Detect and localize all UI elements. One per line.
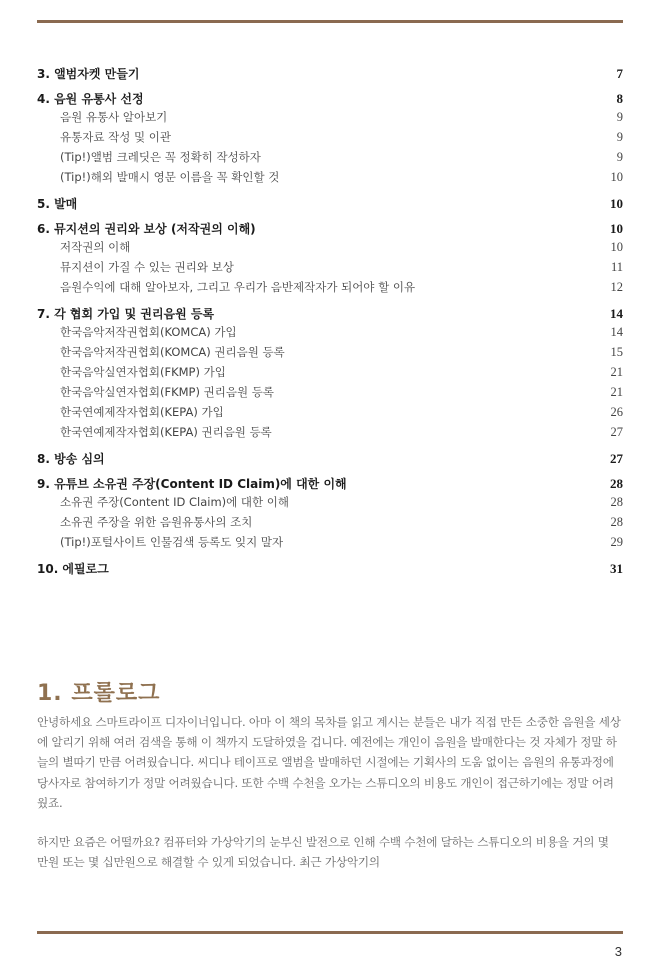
toc-chapter[interactable] xyxy=(37,91,623,107)
toc-label: 한국음악실연자협회(FKMP) 권리음원 등록 xyxy=(60,385,274,399)
toc-page: 21 xyxy=(610,385,623,399)
toc-subentry[interactable] xyxy=(37,322,623,342)
toc-page: 15 xyxy=(610,345,623,359)
toc-label: 8. 방송 심의 xyxy=(37,452,105,466)
toc-label: 4. 음원 유통사 선정 xyxy=(37,92,144,106)
toc-page: 27 xyxy=(610,425,623,439)
toc-label: 소유권 주장을 위한 음원유통사의 조치 xyxy=(60,515,253,529)
toc-page: 14 xyxy=(610,325,623,339)
body-paragraph: 하지만 요즘은 어떨까요? 컴퓨터와 가상악기의 눈부신 발전으로 인해 수백 수천에 달하는 스튜디오의 비용을 거의 몇 만원 또는 몇 십만원으로 해결할 수 있게 되었습니다. 최근 가상악기의 xyxy=(37,835,609,870)
toc-page: 29 xyxy=(610,535,623,549)
toc-page: 10 xyxy=(610,240,623,254)
toc-page: 14 xyxy=(610,306,623,321)
toc-page: 10 xyxy=(610,221,623,236)
toc-subentry[interactable] xyxy=(37,257,623,277)
toc-subentry[interactable] xyxy=(37,532,623,552)
toc-label: 음원수익에 대해 알아보자, 그리고 우리가 음반제작자가 되어야 할 이유 xyxy=(60,280,416,294)
toc-label: 6. 뮤지션의 권리와 보상 (저작권의 이해) xyxy=(37,222,256,236)
section-heading: 1. 프롤로그 xyxy=(37,681,161,706)
toc-page: 9 xyxy=(616,110,623,124)
toc-label: (Tip!)포털사이트 인물검색 등록도 잊지 말자 xyxy=(60,535,284,549)
toc-page: 12 xyxy=(610,280,623,294)
toc-page: 9 xyxy=(616,150,623,164)
toc-label: 한국연예제작자협회(KEPA) 권리음원 등록 xyxy=(60,425,272,439)
toc-subentry[interactable] xyxy=(37,147,623,167)
toc-chapter[interactable] xyxy=(37,196,623,212)
toc-label: 유통자료 작성 및 이관 xyxy=(60,130,171,144)
toc-subentry[interactable] xyxy=(37,382,623,402)
toc-page: 7 xyxy=(616,66,623,81)
toc-chapter[interactable] xyxy=(37,221,623,237)
toc-label: (Tip!)앨범 크레딧은 꼭 정확히 작성하자 xyxy=(60,150,261,164)
toc-subentry[interactable] xyxy=(37,237,623,257)
toc-label: 저작권의 이해 xyxy=(60,240,131,254)
toc-label: (Tip!)해외 발매시 영문 이름을 꼭 확인할 것 xyxy=(60,170,280,184)
toc-page: 31 xyxy=(610,561,623,576)
body-paragraph: 안녕하세요 스마트라이프 디자이너입니다. 아마 이 책의 목차를 읽고 계시는 분들은 내가 직접 만든 소중한 음원을 세상에 알리기 위해 여러 검색을 통해 이 책까지 도달하였을 겁니다. 예전에는 개인이 음원을 발매한다는 것 자체가 정말 하늘의 별따기 만큼 어려웠습니다. 씨디나 테이프로 앨범을 발매하던 시절에는 기획사의 도움 없이는 음원의 유통과정에 당사자로 참여하기가 정말 어려웠습니다. 또한 수백 수천을 오가는 스튜디오의 비용도 개인이 접근하기에는 정말 어려웠죠. xyxy=(37,715,621,810)
toc-page: 28 xyxy=(610,476,623,491)
toc-subentry[interactable] xyxy=(37,422,623,442)
toc-subentry[interactable] xyxy=(37,512,623,532)
toc-chapter[interactable] xyxy=(37,306,623,322)
header-rule xyxy=(37,20,623,23)
toc-subentry[interactable] xyxy=(37,107,623,127)
toc-label: 7. 각 협회 가입 및 권리음원 등록 xyxy=(37,307,215,321)
toc-label: 한국음악저작권협회(KOMCA) 가입 xyxy=(60,325,237,339)
toc-chapter[interactable] xyxy=(37,561,623,577)
toc-subentry[interactable] xyxy=(37,402,623,422)
toc-subentry[interactable] xyxy=(37,342,623,362)
toc-label: 한국연예제작자협회(KEPA) 가입 xyxy=(60,405,224,419)
toc-subentry[interactable] xyxy=(37,167,623,187)
toc-page: 21 xyxy=(610,365,623,379)
toc-label: 3. 앨범자켓 만들기 xyxy=(37,67,140,81)
toc-page: 9 xyxy=(616,130,623,144)
toc-subentry[interactable] xyxy=(37,362,623,382)
toc-label: 5. 발매 xyxy=(37,197,78,211)
toc-page: 27 xyxy=(610,451,623,466)
toc-page: 10 xyxy=(610,196,623,211)
toc-page: 28 xyxy=(610,515,623,529)
toc-subentry[interactable] xyxy=(37,277,623,297)
table-of-contents xyxy=(37,66,623,577)
toc-page: 8 xyxy=(616,91,623,106)
toc-label: 뮤지션이 가질 수 있는 권리와 보상 xyxy=(60,260,234,274)
toc-chapter[interactable] xyxy=(37,476,623,492)
toc-page: 28 xyxy=(610,495,623,509)
toc-chapter[interactable] xyxy=(37,451,623,467)
toc-subentry[interactable] xyxy=(37,127,623,147)
footer-rule xyxy=(37,931,623,934)
toc-page: 11 xyxy=(610,260,623,274)
toc-page: 26 xyxy=(610,405,623,419)
toc-label: 소유권 주장(Content ID Claim)에 대한 이해 xyxy=(60,495,289,509)
toc-label: 한국음악실연자협회(FKMP) 가입 xyxy=(60,365,226,379)
toc-label: 9. 유튜브 소유권 주장(Content ID Claim)에 대한 이해 xyxy=(37,477,347,491)
toc-label: 음원 유통사 알아보기 xyxy=(60,110,168,124)
toc-label: 한국음악저작권협회(KOMCA) 권리음원 등록 xyxy=(60,345,285,359)
toc-subentry[interactable] xyxy=(37,492,623,512)
page-number: 3 xyxy=(614,944,622,959)
toc-label: 10. 에필로그 xyxy=(37,562,109,576)
toc-chapter[interactable] xyxy=(37,66,623,82)
toc-page: 10 xyxy=(610,170,623,184)
